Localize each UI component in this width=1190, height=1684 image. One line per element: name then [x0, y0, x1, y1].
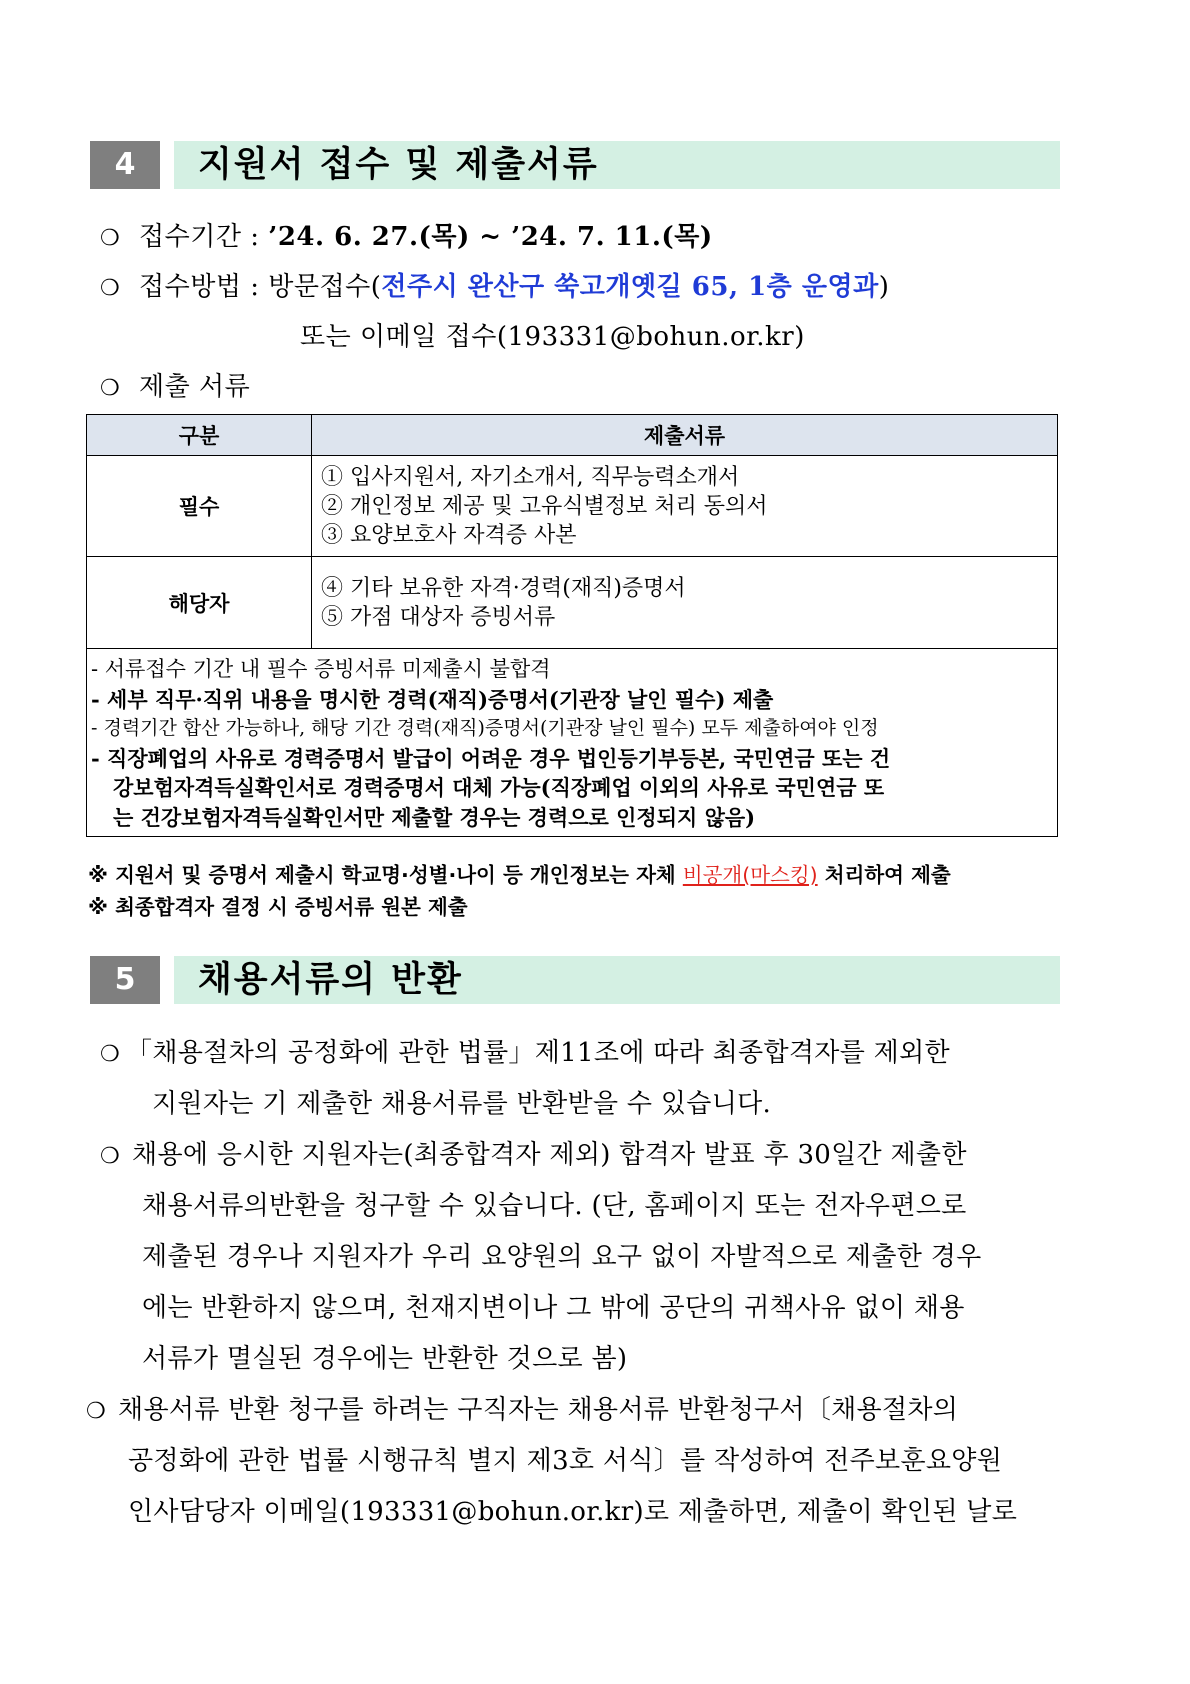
reference-note-original: ※ 최종합격자 결정 시 증빙서류 원본 제출: [88, 895, 468, 919]
reception-method: [100, 266, 889, 303]
list-item: ⑤ 가점 대상자 증빙서류: [321, 604, 556, 630]
note-line: - 직장폐업의 사유로 경력증명서 발급이 어려운 경우 법인등기부등본, 국민연금 또는 건: [91, 745, 891, 771]
list-item: ① 입사지원서, 자기소개서, 직무능력소개서: [321, 464, 740, 490]
documents-table: [86, 414, 1058, 837]
docs-label-line: [100, 366, 250, 403]
paragraph-text: 채용에 응시한 지원자는(최종합격자 제외) 합격자 발표 후 30일간 제출한: [132, 1140, 967, 1170]
ref-text: 처리하여 제출: [817, 863, 951, 887]
method-label: 접수방법 : 방문접수(: [139, 272, 382, 302]
paragraph-line: [100, 1134, 967, 1171]
paragraph-line: 제출된 경우나 지원자가 우리 요양원의 요구 없이 자발적으로 제출한 경우: [142, 1242, 982, 1272]
items-cell: [312, 456, 1058, 557]
bullet-icon: ❍: [100, 376, 121, 401]
table-row: [87, 456, 1058, 557]
period-value: ’24. 6. 27.(목) ~ ’24. 7. 11.(목): [268, 222, 713, 252]
list-item: ③ 요양보호사 자격증 사본: [321, 522, 577, 548]
bullet-icon: ❍: [86, 1399, 107, 1424]
method-address: 전주시 완산구 쑥고개옛길 65, 1층 운영과: [381, 272, 879, 302]
period-label: 접수기간 :: [139, 222, 269, 252]
note-line: - 서류접수 기간 내 필수 증빙서류 미제출시 불합격: [91, 657, 551, 681]
section-title: 채용서류의 반환: [174, 956, 1060, 1004]
bullet-icon: ❍: [100, 276, 121, 301]
list-item: ④ 기타 보유한 자격·경력(재직)증명서: [321, 575, 686, 601]
ref-text: ※ 지원서 및 증명서 제출시 학교명·성별·나이 등 개인정보는 자체: [88, 863, 683, 887]
paragraph-line: 에는 반환하지 않으며, 천재지변이나 그 밖에 공단의 귀책사유 없이 채용: [142, 1293, 965, 1323]
paragraph-line: 인사담당자 이메일(193331@bohun.or.kr)로 제출하면, 제출이 확인된 날로: [128, 1497, 1018, 1527]
bullet-icon: ❍: [100, 1144, 121, 1169]
reception-period: [100, 216, 713, 253]
table-notes: [87, 649, 1058, 837]
masking-highlight: 비공개(마스킹): [682, 863, 818, 887]
paragraph-text: 「채용절차의 공정화에 관한 법률」제11조에 따라 최종합격자를 제외한: [126, 1038, 950, 1068]
method-alt: 또는 이메일 접수(193331@bohun.or.kr): [300, 322, 805, 352]
list-item: ② 개인정보 제공 및 고유식별정보 처리 동의서: [321, 493, 768, 519]
note-line: 강보험자격득실확인서로 경력증명서 대체 가능(직장폐업 이외의 사유로 국민연금 또: [113, 775, 885, 800]
category-cell: 해당자: [87, 557, 312, 649]
table-row: [87, 557, 1058, 649]
paragraph-line: [86, 1389, 958, 1426]
note-line: 는 건강보험자격득실확인서만 제출할 경우는 경력으로 인정되지 않음): [113, 804, 756, 830]
category-cell: 필수: [87, 456, 312, 557]
note-line: - 세부 직무·직위 내용을 명시한 경력(재직)증명서(기관장 날인 필수) 제출: [91, 686, 774, 712]
paragraph-line: [100, 1032, 950, 1069]
reference-note-masking: [88, 858, 951, 888]
section-number: 4: [90, 141, 160, 189]
header-docs: 제출서류: [312, 415, 1058, 456]
method-close: ): [878, 272, 890, 302]
note-line: - 경력기간 합산 가능하나, 해당 기간 경력(재직)증명서(기관장 날인 필수) 모두 제출하여야 인정: [91, 717, 879, 739]
items-cell: [312, 557, 1058, 649]
paragraph-line: 채용서류의반환을 청구할 수 있습니다. (단, 홈페이지 또는 전자우편으로: [142, 1191, 967, 1221]
paragraph-line: 서류가 멸실된 경우에는 반환한 것으로 봄): [142, 1344, 628, 1374]
bullet-icon: ❍: [100, 226, 121, 251]
section-title: 지원서 접수 및 제출서류: [174, 141, 1060, 189]
paragraph-text: 채용서류 반환 청구를 하려는 구직자는 채용서류 반환청구서〔채용절차의: [118, 1395, 959, 1425]
paragraph-line: 공정화에 관한 법률 시행규칙 별지 제3호 서식〕를 작성하여 전주보훈요양원: [128, 1446, 1003, 1476]
header-category: 구분: [87, 415, 312, 456]
bullet-icon: ❍: [100, 1042, 121, 1067]
paragraph-line: 지원자는 기 제출한 채용서류를 반환받을 수 있습니다.: [152, 1089, 772, 1119]
docs-label: 제출 서류: [139, 372, 251, 402]
section-number: 5: [90, 956, 160, 1004]
